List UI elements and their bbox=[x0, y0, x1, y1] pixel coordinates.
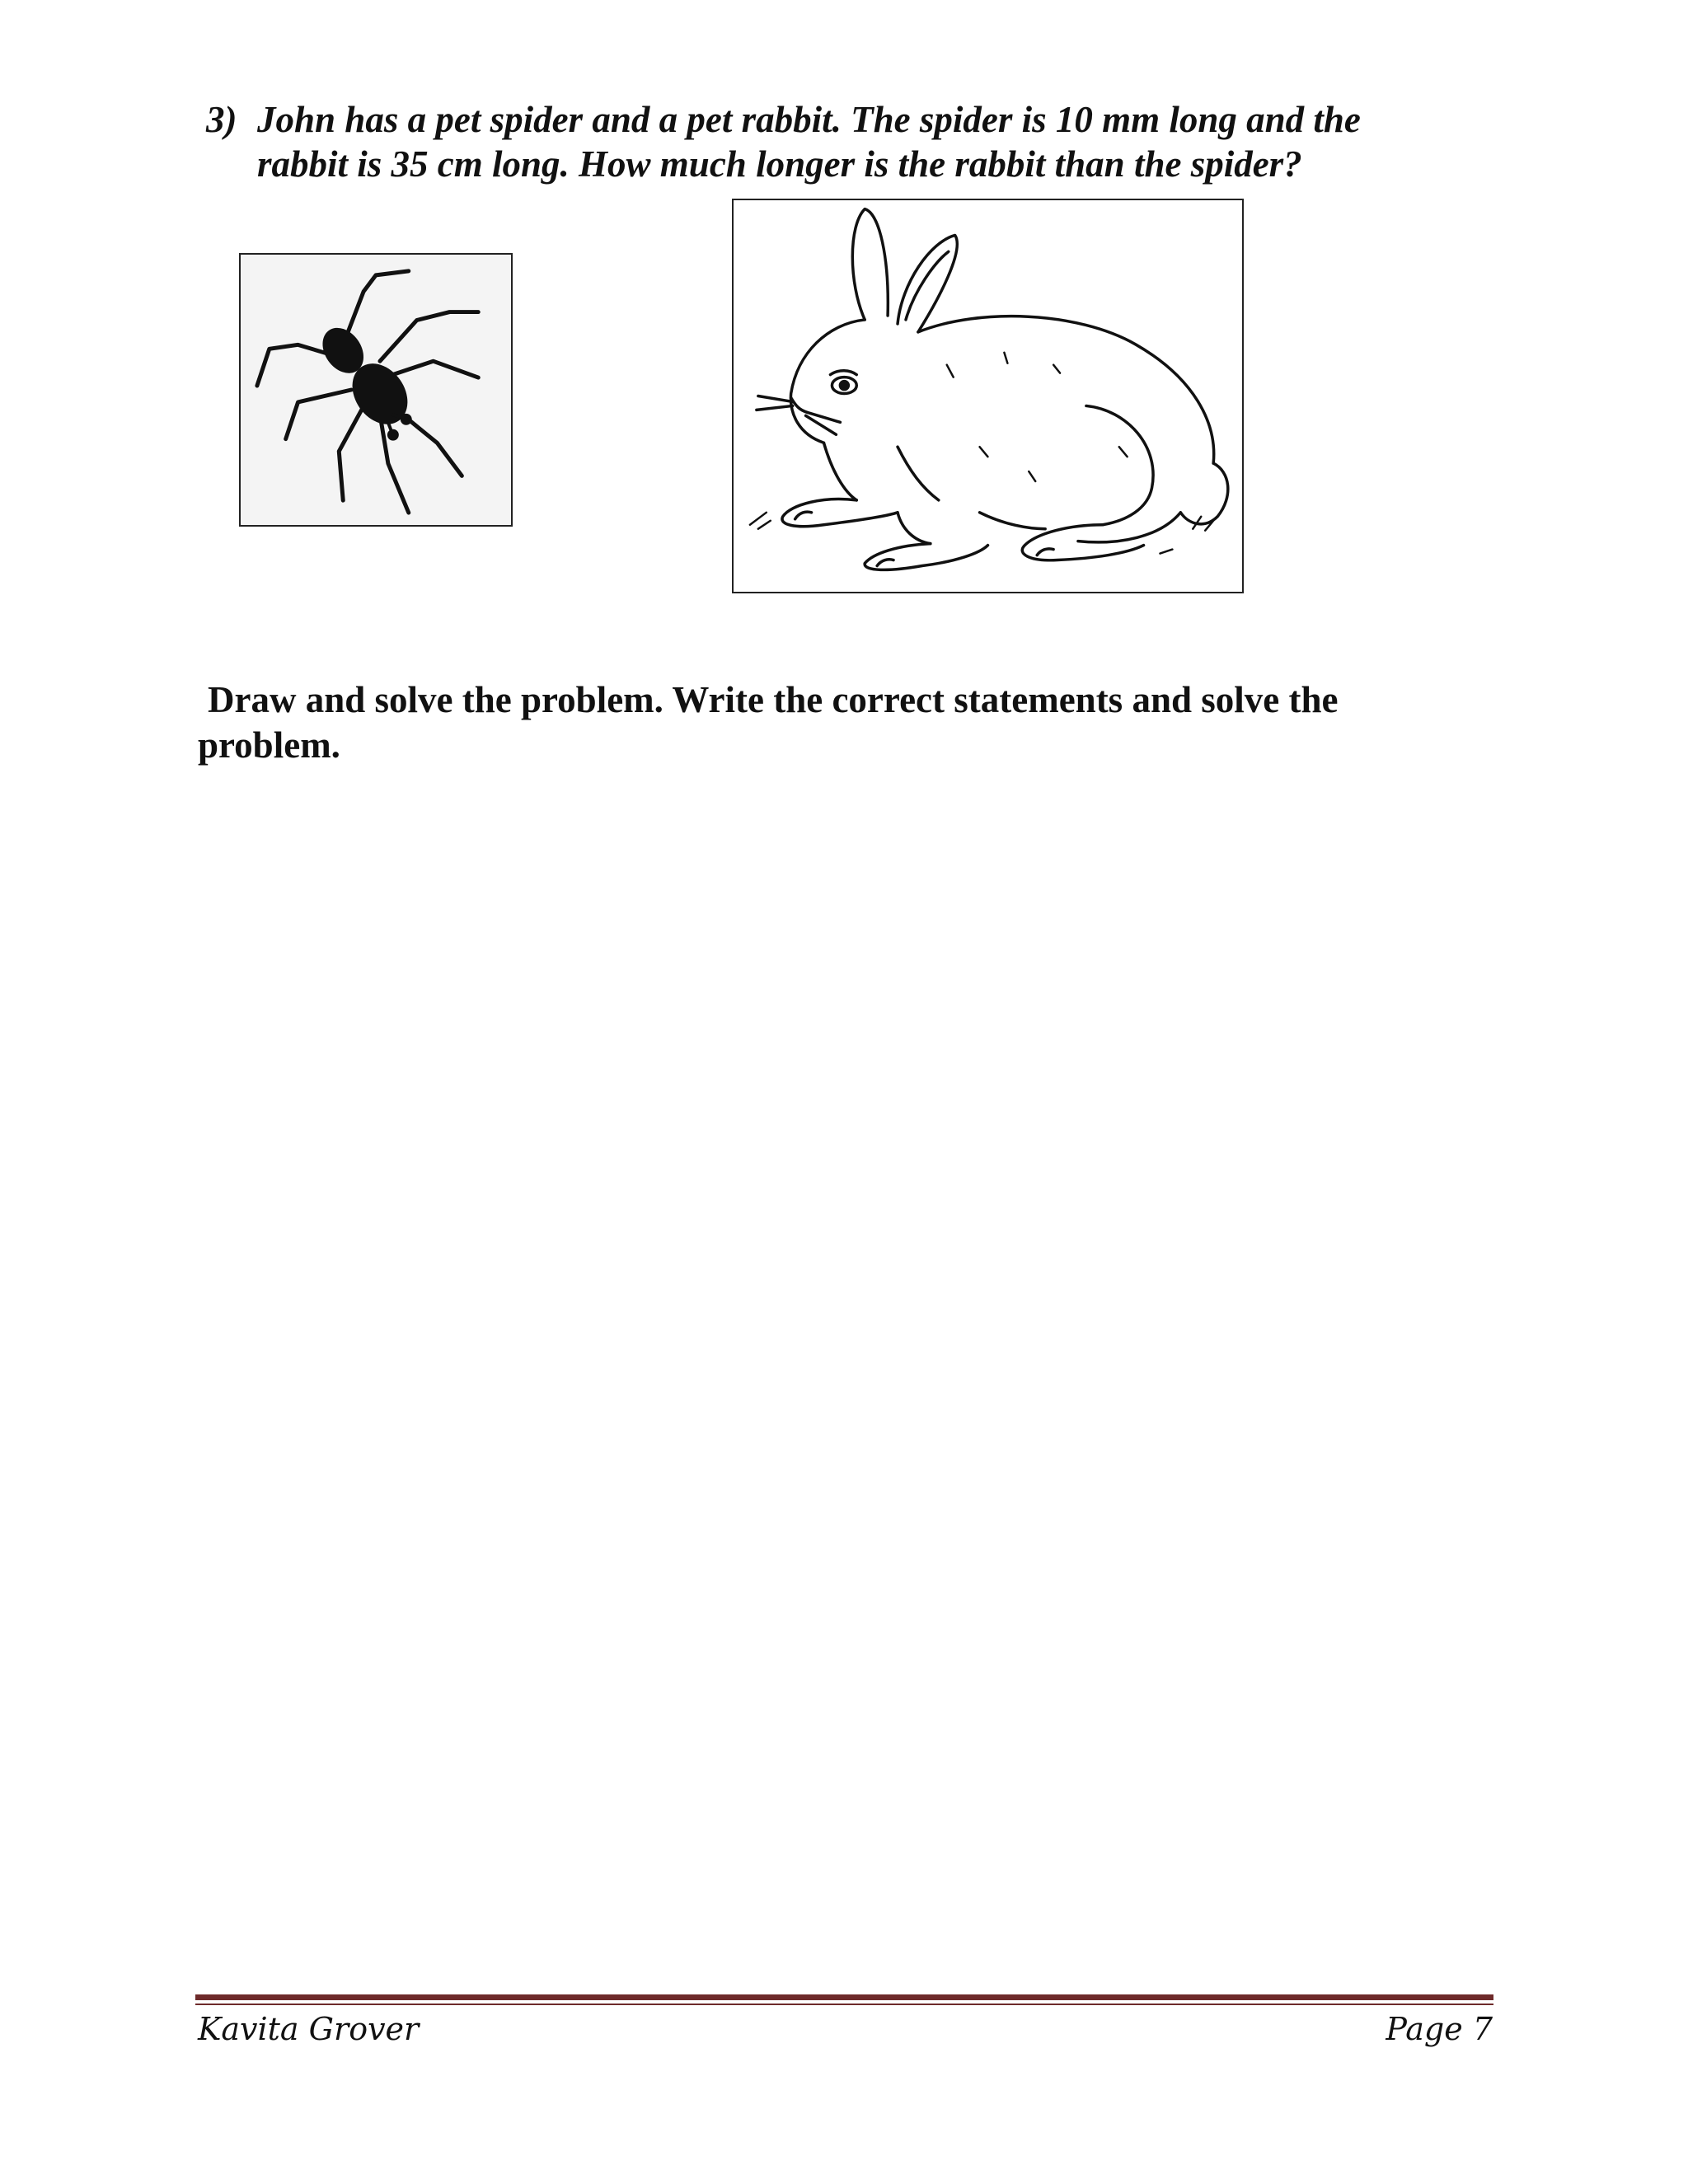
footer-page-number: Page 7 bbox=[1386, 2011, 1493, 2047]
rabbit-icon bbox=[734, 200, 1242, 592]
question-number: 3) bbox=[206, 99, 237, 140]
instruction-text bbox=[198, 677, 1500, 768]
question-text bbox=[206, 97, 1492, 186]
rabbit-image bbox=[732, 199, 1244, 593]
footer-rule-thin bbox=[195, 2004, 1493, 2005]
instruction-line-2: problem. bbox=[198, 724, 340, 766]
question-line-2: rabbit is 35 cm long. How much longer is the rabbit than the spider? bbox=[257, 143, 1302, 185]
footer-rule bbox=[195, 1994, 1493, 2000]
spider-icon bbox=[241, 255, 511, 525]
spider-image bbox=[239, 253, 513, 527]
instruction-line-1: Draw and solve the problem. Write the correct statements and solve the bbox=[208, 679, 1339, 720]
question-line-1 bbox=[206, 99, 1361, 140]
footer-author: Kavita Grover bbox=[198, 2011, 420, 2047]
question-line-1-text: John has a pet spider and a pet rabbit. The spider is 10 mm long and the bbox=[257, 99, 1361, 140]
